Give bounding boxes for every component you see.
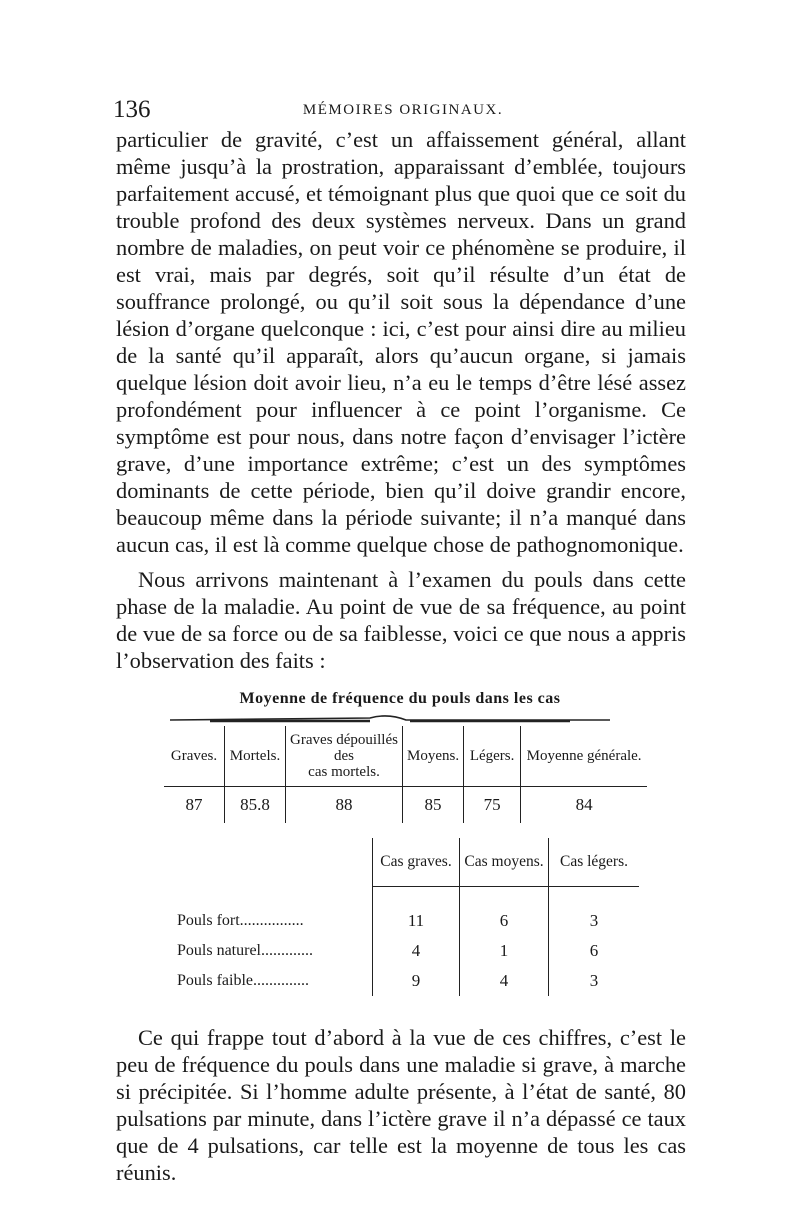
cell-naturel-legers: 6: [549, 936, 640, 966]
freq-table-title: Moyenne de fréquence du pouls dans les cas: [239, 690, 561, 707]
header-graves: Graves.: [164, 726, 225, 787]
decorative-rule: [170, 714, 610, 726]
value-moyenne-generale: 84: [521, 787, 648, 824]
value-legers: 75: [464, 787, 521, 824]
row-label-pouls-fort: Pouls fort................: [177, 911, 304, 929]
header-depouilles-line2: des: [334, 748, 354, 764]
running-title: MÉMOIRES ORIGINAUX.: [302, 102, 504, 118]
header-moyenne-generale: Moyenne générale.: [521, 726, 648, 787]
pulse-strength-table: [176, 838, 639, 996]
paragraph-1: particulier de gravité, c’est un affaissement général, allant même jusqu’à la prostration, apparaissant d’emblée, toujours parfaitement accusé, et témoignant plus que quoi que ce soit du trouble profond des deux systèmes nerveux. Dans un grand nombre de maladies, on peut voir ce phénomène se produire, il est vrai, mais par degrés, soit qu’il résulte d’un état de souffrance prolongé, ou qu’il soit sous la dépendance d’une lésion d’organe quelconque : ici, c’est pour ainsi dire au milieu de la santé qu’il apparaît, alors qu’aucun organe, si jamais quelque lésion doit avoir lieu, n’a eu le temps d’être lésé assez profondément pour influencer à ce point l’organisme. Ce symptôme est pour nous, dans notre façon d’envisager l’ictère grave, d’une importance extrême; c’est un des symptômes dominants de cette période, bien qu’il doive grandir encore, beaucoup même dans la période suivante; il n’a manqué dans aucun cas, il est là comme quelque chose de pathognomonique.: [116, 127, 686, 557]
page-header: [113, 96, 693, 126]
value-graves: 87: [185, 795, 203, 814]
header-cas-legers: Cas légers.: [549, 838, 640, 887]
header-depouilles-line1: Graves dépouillés: [290, 732, 398, 748]
header-legers: Légers.: [464, 726, 521, 787]
value-moyens: 85: [403, 787, 464, 824]
table-row: [164, 787, 647, 824]
cell-fort-legers: 3: [549, 887, 640, 937]
paragraph-3: Ce qui frappe tout d’abord à la vue de ces chiffres, c’est le peu de fréquence du pouls dans une maladie si grave, à marche si précipitée. Si l’homme adulte présente, à l’état de santé, 80 pulsations par minute, dans l’ictère grave il n’a dépassé ce taux que de 4 pulsations, car telle est la moyenne de tous les cas réunis.: [116, 1025, 686, 1185]
table-row: [176, 936, 639, 966]
header-cas-moyens: Cas moyens.: [460, 838, 549, 887]
header-moyens: Moyens.: [403, 726, 464, 787]
row-label-pouls-naturel: Pouls naturel.............: [177, 942, 313, 959]
header-cas-graves: Cas graves.: [373, 838, 460, 887]
value-depouilles: 88: [286, 787, 403, 824]
table-row: [176, 966, 639, 996]
corner-cell: [176, 838, 373, 887]
frequency-table: [164, 726, 647, 823]
cell-naturel-graves: 4: [373, 936, 460, 966]
cell-faible-moyens: 4: [460, 966, 549, 996]
cell-fort-moyens: 6: [460, 887, 549, 937]
header-depouilles-line3: cas mortels.: [308, 764, 380, 780]
cell-fort-graves: 11: [373, 887, 460, 937]
header-mortels: Mortels.: [225, 726, 286, 787]
header-graves-depouilles: [286, 726, 403, 787]
table-row: [176, 887, 639, 937]
cell-faible-legers: 3: [549, 966, 640, 996]
value-mortels: 85.8: [225, 787, 286, 824]
cell-naturel-moyens: 1: [460, 936, 549, 966]
page-number: 136: [113, 96, 151, 123]
cell-faible-graves: 9: [373, 966, 460, 996]
row-label-pouls-faible: Pouls faible..............: [177, 972, 309, 989]
paragraph-2: Nous arrivons maintenant à l’examen du pouls dans cette phase de la maladie. Au point de vue de sa fréquence, au point de vue de sa force ou de sa faiblesse, voici ce que nous a appris l’observation des faits :: [116, 567, 686, 673]
